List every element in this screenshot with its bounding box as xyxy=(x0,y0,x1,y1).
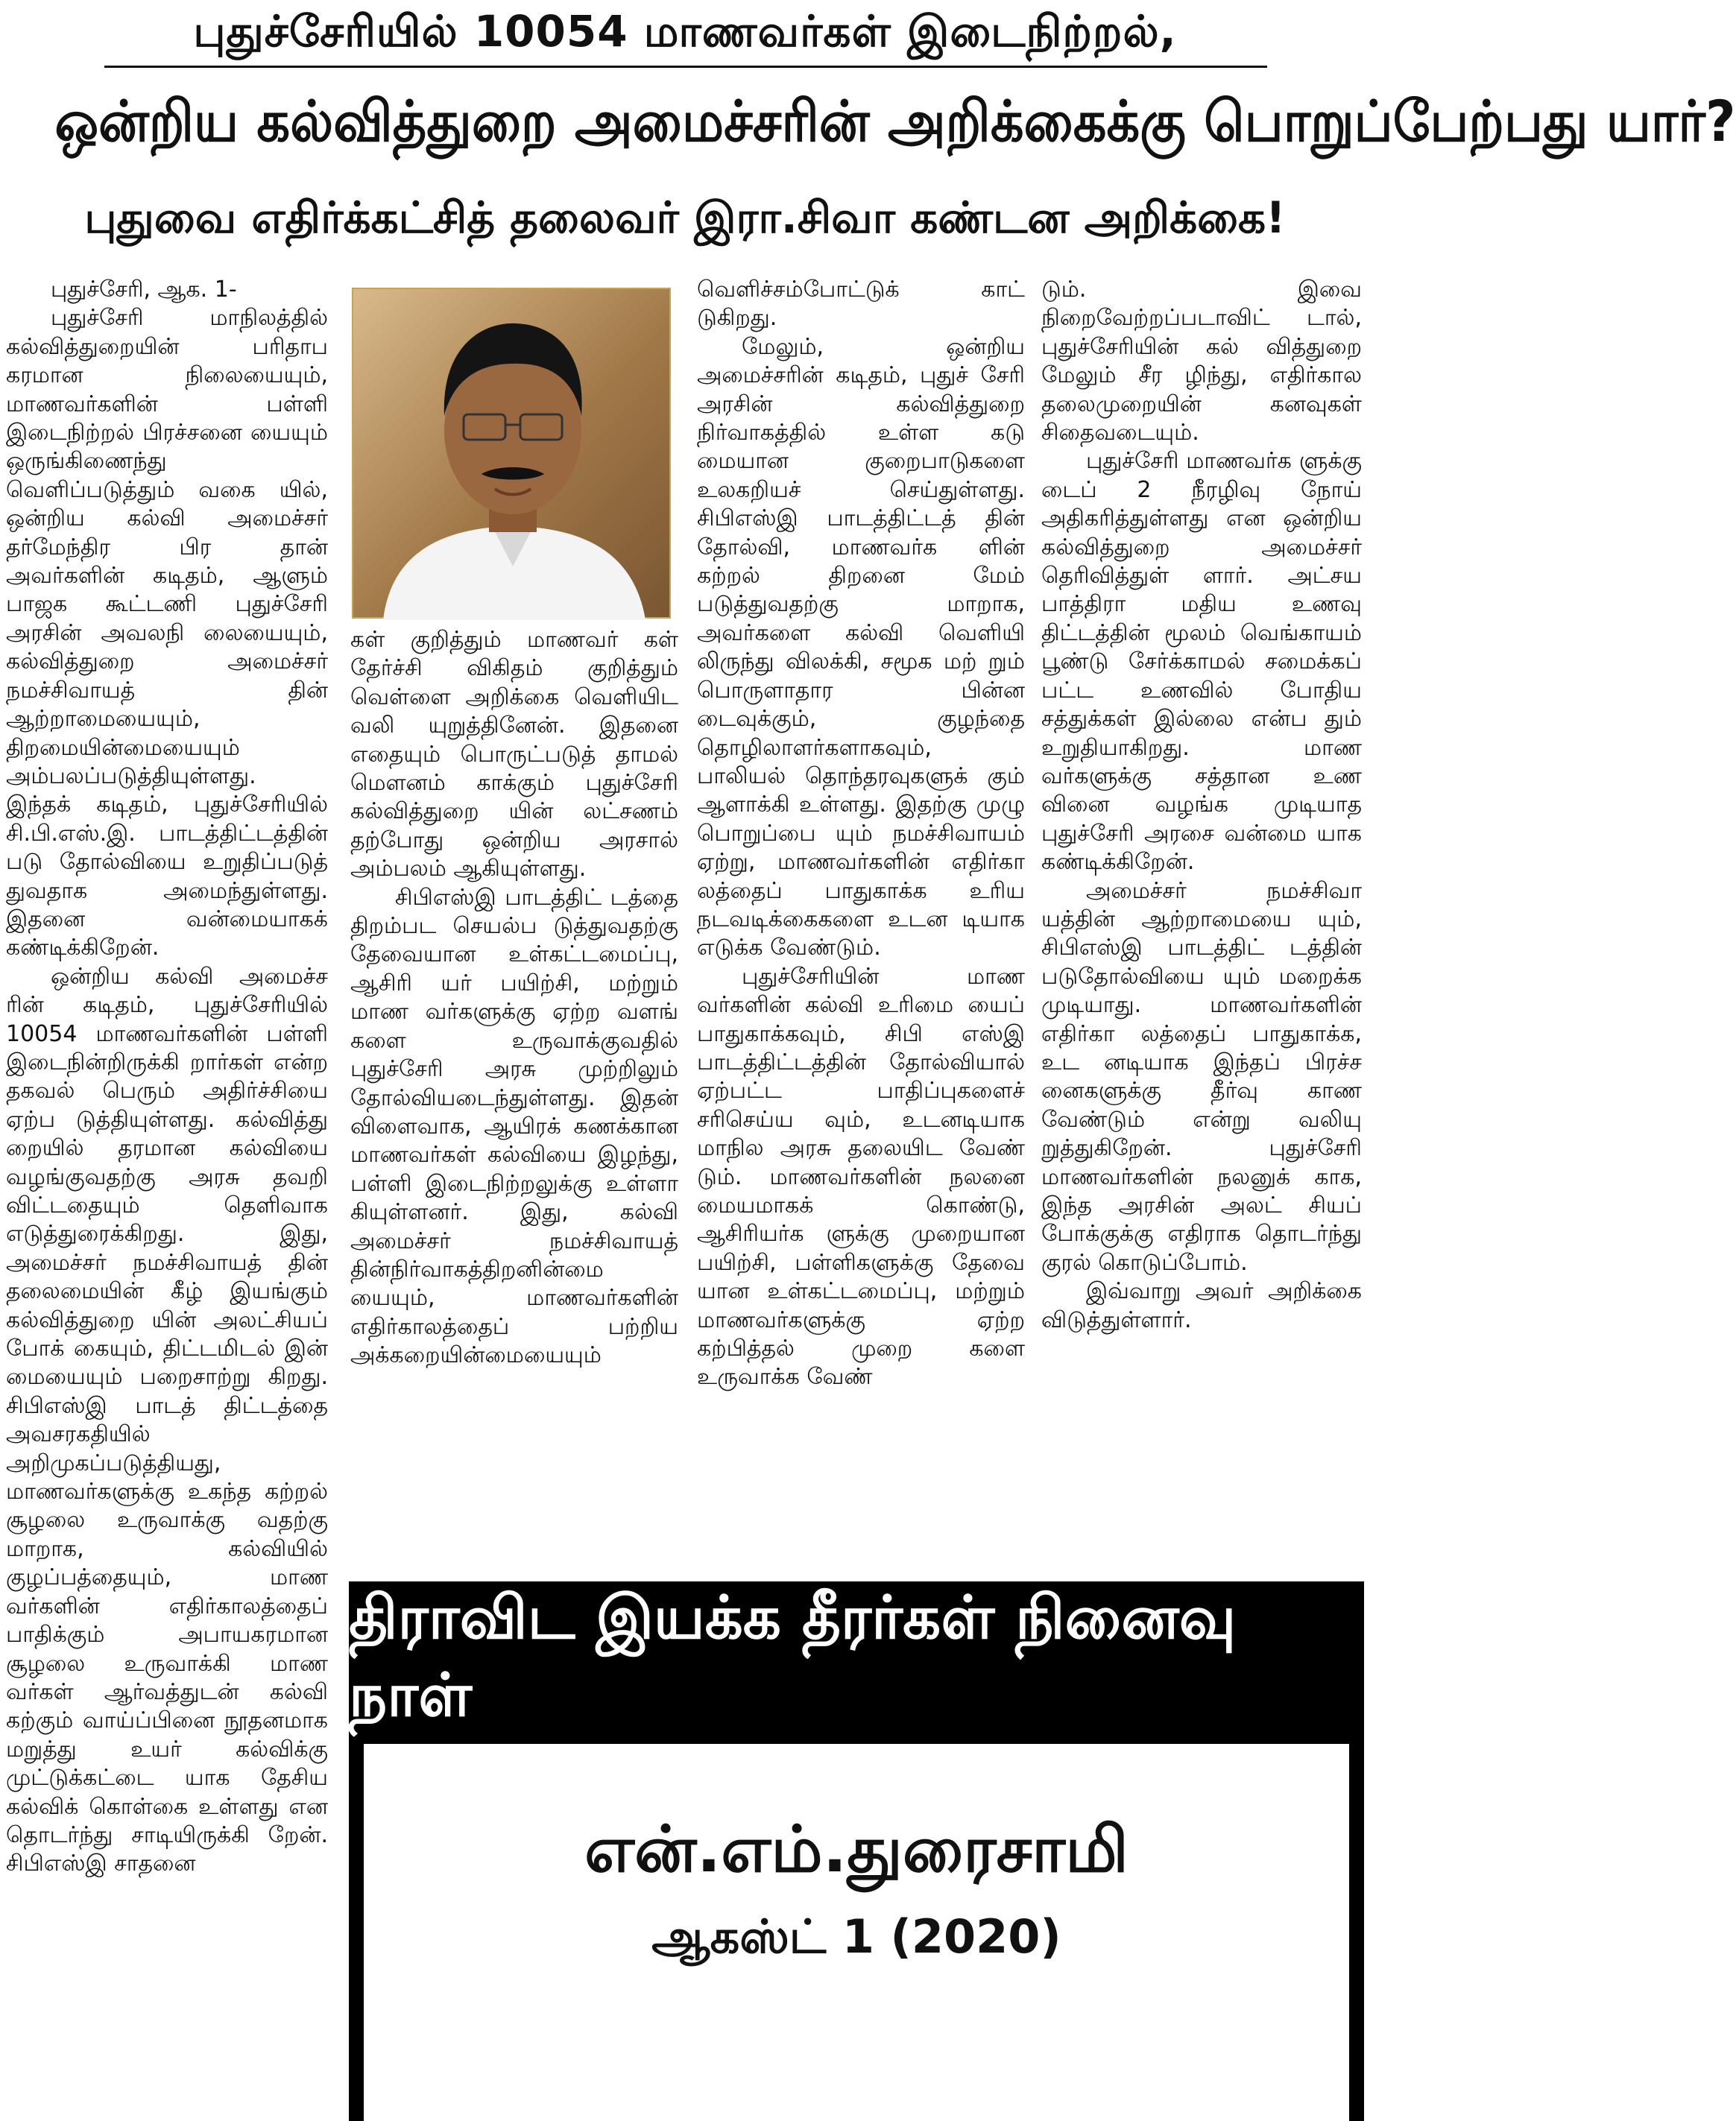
leader-photo xyxy=(352,288,671,619)
article-column-3 xyxy=(697,276,1025,1570)
memorial-date: ஆகஸ்ட் 1 (2020) xyxy=(651,1909,1061,1964)
article-paragraph: இவ்வாறு அவர் அறிக்கை விடுத்துள்ளார். xyxy=(1041,1278,1362,1333)
article-paragraph: ஒன்றிய கல்வி அமைச்ச ரின் கடிதம், புதுச்சேரியில் 10054 மாணவர்களின் பள்ளி இடைநின்றிருக்கி றார்கள் என்ற தகவல் பெரும் அதிர்ச்சியை ஏற்ப டுத்தியுள்ளது. கல்வித்து றையில் தரமான கல்வியை வழங்குவதற்கு அரசு தவறி விட்டதையும் தெளிவாக எடுத்துரைக்கிறது. இது, அமைச்சர் நமச்சிவாயத் தின் தலைமையின் கீழ் இயங்கும் கல்வித்துறை யின் அலட்சியப் போக் கையும், திட்டமிடல் இன் மையையும் பறைசாற்று கிறது. சிபிஎஸ்இ பாடத் திட்டத்தை அவசரகதியில் அறிமுகப்படுத்தியது, மாணவர்களுக்கு உகந்த கற்றல் சூழலை உருவாக்கு வதற்கு மாறாக, கல்வியில் குழப்பத்தையும், மாண வர்களின் எதிர்காலத்தைப் பாதிக்கும் அபாயகரமான சூழலை உருவாக்கி மாண வர்கள் ஆர்வத்துடன் கல்வி கற்கும் வாய்ப்பினை நூதனமாக மறுத்து உயர் கல்விக்கு முட்டுக்கட்டை யாக தேசிய கல்விக் கொள்கை உள்ளது என தொடர்ந்து சாடியிருக்கி றேன். சிபிஎஸ்இ சாதனை xyxy=(6,963,328,1877)
article-paragraph: கள் குறித்தும் மாணவர் கள் தேர்ச்சி விகிதம் குறித்தும் வெள்ளை அறிக்கை வெளியிட வலி யுறுத்தினேன். இதனை எதையும் பொருட்படுத் தாமல் மௌனம் காக்கும் புதுச்சேரி கல்வித்துறை யின் லட்சணம் தற்போது ஒன்றிய அரசால் அம்பலம் ஆகியுள்ளது. xyxy=(350,627,678,882)
article-paragraph: அமைச்சர் நமச்சிவா யத்தின் ஆற்றாமையை யும், சிபிஎஸ்இ பாடத்திட் டத்தின் படுதோல்வியை யும் மறைக்க முடியாது. மாணவர்களின் எதிர்கா லத்தைப் பாதுகாக்க, உட னடியாக இந்தப் பிரச்ச னைகளுக்கு தீர்வு காண வேண்டும் என்று வலியு றுத்துகிறேன். புதுச்சேரி மாணவர்களின் நலனுக் காக, இந்த அரசின் அலட் சியப் போக்குக்கு எதிராக தொடர்ந்து குரல் கொடுப்போம். xyxy=(1041,877,1362,1276)
article-paragraph: மேலும், ஒன்றிய அமைச்சரின் கடிதம், புதுச் சேரி அரசின் கல்வித்துறை நிர்வாகத்தில் உள்ள கடு மையான குறைபாடுகளை உலகறியச் செய்துள்ளது. சிபிஎஸ்இ பாடத்திட்டத் தின் தோல்வி, மாணவர்க ளின் கற்றல் திறனை மேம் படுத்துவதற்கு மாறாக, அவர்களை கல்வி வெளியி லிருந்து விலக்கி, சமூக மற் றும் பொருளாதார பின்ன டைவுக்கும், குழந்தை தொழிலாளர்களாகவும், பாலியல் தொந்தரவுகளுக் கும் ஆளாக்கி உள்ளது. இதற்கு முழு பொறுப்பை யும் நமச்சிவாயம் ஏற்று, மாணவர்களின் எதிர்கா லத்தைப் பாதுகாக்க உரிய நடவடிக்கைகளை உடன டியாக எடுக்க வேண்டும். xyxy=(697,333,1025,961)
article-column-2 xyxy=(350,626,678,1570)
headline-line1: புதுச்சேரியில் 10054 மாணவர்கள் இடைநிற்றல், xyxy=(193,6,1177,57)
article-paragraph: வெளிச்சம்போட்டுக் காட் டுகிறது. xyxy=(697,276,1025,332)
article-paragraph: புதுச்சேரி, ஆக. 1- xyxy=(51,276,237,303)
article-paragraph: புதுச்சேரி மாநிலத்தில் கல்வித்துறையின் பரிதாப கரமான நிலையையும், மாணவர்களின் பள்ளி இடைநிற்றல் பிரச்சனை யையும் ஒருங்கிணைந்து வெளிப்படுத்தும் வகை யில், ஒன்றிய கல்வி அமைச்சர் தர்மேந்திர பிர தான் அவர்களின் கடிதம், ஆளும் பாஜக கூட்டணி புதுச்சேரி அரசின் அவலநி லையையும், கல்வித்துறை அமைச்சர் நமச்சிவாயத் தின் ஆற்றாமையையும், திறமையின்மையையும் அம்பலப்படுத்தியுள்ளது. இந்தக் கடிதம், புதுச்சேரியில் சி.பி.எஸ்.இ. பாடத்திட்டத்தின் படு தோல்வியை உறுதிப்படுத் துவதாக அமைந்துள்ளது. இதனை வன்மையாகக் கண்டிக்கிறேன். xyxy=(6,305,328,961)
memorial-box xyxy=(364,1744,1349,2121)
article-column-1 xyxy=(6,276,328,2121)
memorial-title: திராவிட இயக்க தீரர்கள் நினைவு நாள் xyxy=(349,1583,1237,1730)
headline-underline xyxy=(104,66,1267,68)
memorial-notice xyxy=(349,1581,1364,2121)
memorial-name: என்.எம்.துரைசாமி xyxy=(584,1812,1129,1887)
headline-line3: புதுவை எதிர்க்கட்சித் தலைவர் இரா.சிவா கண்டன அறிக்கை! xyxy=(84,192,1286,243)
portrait-illustration xyxy=(353,289,672,620)
article-paragraph: புதுச்சேரியின் மாண வர்களின் கல்வி உரிமை யைப் பாதுகாக்கவும், சிபி எஸ்இ பாடத்திட்டத்தின் தோல்வியால் ஏற்பட்ட பாதிப்புகளைச் சரிசெய்ய வும், உடனடியாக மாநில அரசு தலையிட வேண் டும். மாணவர்களின் நலனை மையமாகக் கொண்டு, ஆசிரியர்க ளுக்கு முறையான பயிற்சி, பள்ளிகளுக்கு தேவை யான உள்கட்டமைப்பு, மற்றும் மாணவர்களுக்கு ஏற்ற கற்பித்தல் முறை களை உருவாக்க வேண் xyxy=(697,963,1025,1391)
article-paragraph: புதுச்சேரி மாணவர்க ளுக்கு டைப் 2 நீரழிவு நோய் அதிகரித்துள்ளது என ஒன்றிய கல்வித்துறை அமைச்சர் தெரிவித்துள் ளார். அட்சய பாத்திரா மதிய உணவு திட்டத்தின் மூலம் வெங்காயம் பூண்டு சேர்க்காமல் சமைக்கப் பட்ட உணவில் போதிய சத்துக்கள் இல்லை என்ப தும் உறுதியாகிறது. மாண வர்களுக்கு சத்தான உண வினை வழங்க முடியாத புதுச்சேரி அரசை வன்மை யாக கண்டிக்கிறேன். xyxy=(1041,448,1362,876)
article-column-4 xyxy=(1041,276,1362,1570)
article-paragraph: சிபிஎஸ்இ பாடத்திட் டத்தை திறம்பட செயல்ப டுத்துவதற்கு தேவையான உள்கட்டமைப்பு, ஆசிரி யர் பயிற்சி, மற்றும் மாண வர்களுக்கு ஏற்ற வளங் களை உருவாக்குவதில் புதுச்சேரி அரசு முற்றிலும் தோல்வியடைந்துள்ளது. இதன் விளைவாக, ஆயிரக் கணக்கான மாணவர்கள் கல்வியை இழந்து, பள்ளி இடைநிற்றலுக்கு உள்ளா கியுள்ளனர். இது, கல்வி அமைச்சர் நமச்சிவாயத் தின்நிர்வாகத்திறனின்மை யையும், மாணவர்களின் எதிர்காலத்தைப் பற்றிய அக்கறையின்மையையும் xyxy=(350,884,678,1369)
headline-line2: ஒன்றிய கல்வித்துறை அமைச்சரின் அறிக்கைக்கு பொறுப்பேற்பது யார்? xyxy=(54,88,1736,154)
article-paragraph: டும். இவை நிறைவேற்றப்படாவிட் டால், புதுச்சேரியின் கல் வித்துறை மேலும் சீர ழிந்து, எதிர்கால தலைமுறையின் கனவுகள் சிதைவடையும். xyxy=(1041,276,1362,446)
